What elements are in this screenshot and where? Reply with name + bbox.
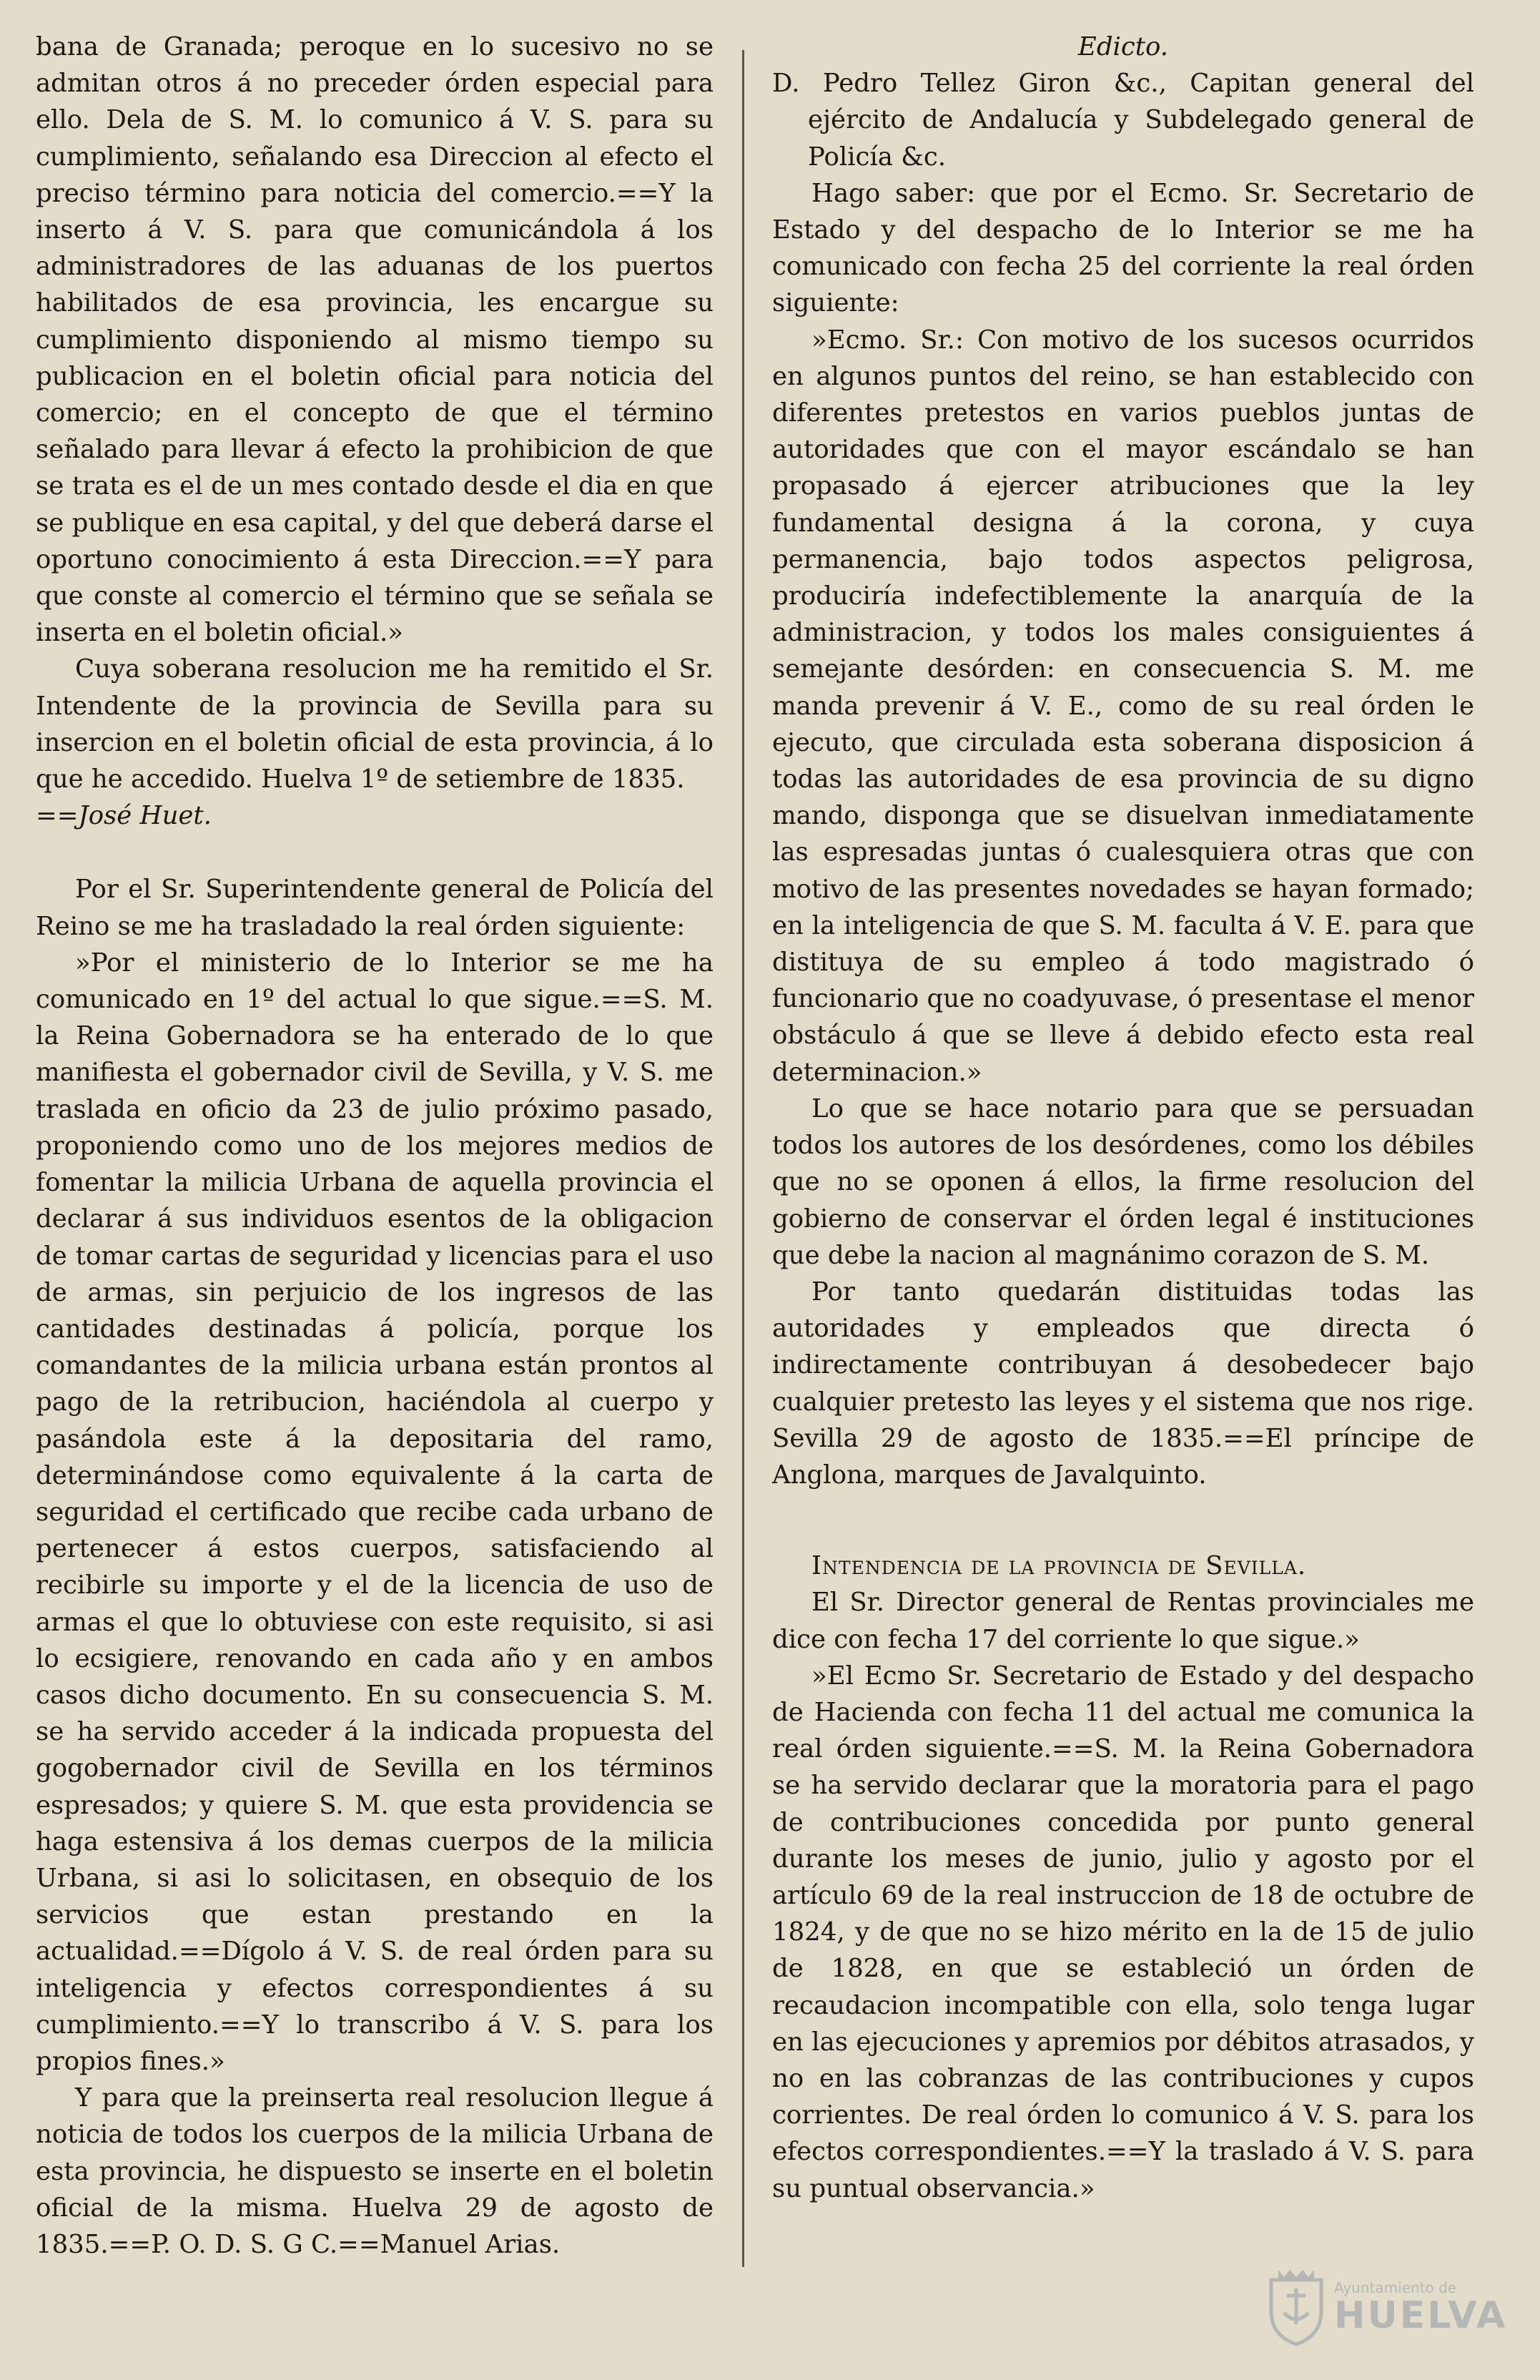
signature-jose-huet: ==José Huet. bbox=[36, 801, 212, 831]
column-divider bbox=[742, 50, 744, 2267]
spacer bbox=[36, 834, 714, 871]
edict-paragraph: Hago saber: que por el Ecmo. Sr. Secretario de Estado y del despacho de lo Interior se me ha comunicado con fecha 25 del corriente la real órden siguiente: bbox=[772, 178, 1474, 318]
intendencia-paragraph: El Sr. Director general de Rentas provinciales me dice con fecha 17 del corriente lo que sigue.» bbox=[772, 1588, 1474, 1654]
intendencia-heading: Intendencia de la provincia de Sevilla. bbox=[811, 1551, 1307, 1581]
edict-header: D. Pedro Tellez Giron &c., Capitan general del ejército de Andalucía y Subdelegado general de Policía &c. bbox=[772, 69, 1474, 172]
paragraph-superintendente: Por el Sr. Superintendente general de Policía del Reino se me ha trasladado la real órden siguiente: bbox=[36, 875, 714, 941]
left-column bbox=[36, 29, 714, 2263]
intendencia-paragraph: »El Ecmo Sr. Secretario de Estado y del despacho de Hacienda con fecha 11 del actual me comunica la real órden siguiente.==S. M. la Reina Gobernadora se ha servido declarar que la moratoria para el pago de contribuciones concedida por punto general durante los meses de junio, julio y agosto por el artículo 69 de la real instruccion de 18 de octubre de 1824, y de que no se hizo mérito en la de 15 de julio de 1828, en que se estableció un órden de recaudacion incompatible con ella, solo tenga lugar en las ejecuciones y apremios por débitos atrasados, y no en las cobranzas de las contribuciones y cupos corrientes. De real órden lo comunico á V. S. para los efectos correspondientes.==Y la traslado á V. S. para su puntual observancia.» bbox=[772, 1661, 1474, 2203]
edict-paragraph: Lo que se hace notario para que se persuadan todos los autores de los desórdenes, como los débiles que no se oponen á ellos, la firme resolucion del gobierno de conservar el órden legal é instituciones que debe la nacion al magnánimo corazon de S. M. bbox=[772, 1093, 1474, 1270]
watermark-small-text: Ayuntamiento de bbox=[1334, 2279, 1457, 2296]
watermark-big-text: HUELVA bbox=[1334, 2294, 1508, 2337]
paragraph-milicia-urbana: »Por el ministerio de lo Interior se me ha comunicado en 1º del actual lo que sigue.==S. M. la Reina Gobernadora se ha enterado de lo que manifiesta el gobernador civil de Sevilla, y V. S. me traslada en oficio da 23 de julio próximo pasado, proponiendo como uno de los mejores medios de fomentar la milicia Urbana de aquella provincia el declarar á sus individuos esentos de la obligacion de tomar cartas de seguridad y licencias para el uso de armas, sin perjuicio de los ingresos de las cantidades destinadas á policía, porque los comandantes de la milicia urbana están prontos al pago de la retribucion, haciéndola al cuerpo y pasándola este á la depositaria del ramo, determinándose como equivalente á la carta de seguridad el certificado que recibe cada urbano de pertenecer á estos cuerpos, satisfaciendo al recibirle su importe y el de la licencia de uso de armas el que lo obtuviese con este requisito, si asi lo ecsigiere, renovando en cada año y en ambos casos dicho documento. En su consecuencia S. M. se ha servido acceder á la indicada propuesta del gogobernador civil de Sevilla en los términos espresados; y quiere S. M. que esta providencia se haga estensiva á los demas cuerpos de la milicia Urbana, si asi lo solicitasen, en obsequio de los servicios que estan prestando en la actualidad.==Dígolo á V. S. de real órden para su inteligencia y efectos correspondientes á su cumplimiento.==Y lo transcribo á V. S. para los propios fines.» bbox=[36, 948, 714, 2076]
edict-paragraph: »Ecmo. Sr.: Con motivo de los sucesos ocurridos en algunos puntos del reino, se han establecido con diferentes pretestos en varios pueblos juntas de autoridades que con el mayor escándalo se han propasado á ejercer atribuciones que la ley fundamental designa á la corona, y cuya permanencia, bajo todos aspectos peligrosa, produciría indefectiblemente la anarquía de la administracion, y todos los males consiguientes á semejante desórden: en consecuencia S. M. me manda prevenir á V. E., como de su real órden le ejecuto, que circulada esta soberana disposicion á todas las autoridades de esa provincia de su digno mando, disponga que se disuelvan inmediatamente las espresadas juntas ó cualesquiera otras que con motivo de las presentes novedades se hayan formado; en la inteligencia de que S. M. faculta á V. E. para que distituya de su empleo á todo magistrado ó funcionario que no coadyuvase, ó presentase el menor obstáculo á que se lleve á debido efecto esta real determinacion.» bbox=[772, 325, 1474, 1087]
huelva-watermark-logo bbox=[1265, 2267, 1507, 2347]
paragraph-cuya-soberana: Cuya soberana resolucion me ha remitido el Sr. Intendente de la provincia de Sevilla para su insercion en el boletin oficial de esta provincia, á lo que he accedido. Huelva 1º de setiembre de 1835. bbox=[36, 654, 714, 795]
paragraph-aduanas-continuation: bana de Granada; peroque en lo sucesivo no se admitan otros á no preceder órden especial para ello. Dela de S. M. lo comunico á V. S. para su cumplimiento, señalando esa Direccion al efecto el preciso término para noticia del comercio.==Y la inserto á V. S. para que comunicándola á los administradores de las aduanas de los puertos habilitados de esa provincia, les encargue su cumplimiento disponiendo al mismo tiempo su publicacion en el boletin oficial para noticia del comercio; en el concepto de que el término señalado para llevar á efecto la prohibicion de que se trata es el de un mes contado desde el dia en que se publique en esa capital, y del que deberá darse el oportuno conocimiento á esta Direccion.==Y para que conste al comercio el término que se señala se inserta en el boletin oficial.» bbox=[36, 32, 714, 648]
edict-paragraph: Por tanto quedarán distituidas todas las autoridades y empleados que directa ó indirectamente contribuyan á desobedecer bajo cualquier pretesto las leyes y el sistema que nos rige. Sevilla 29 de agosto de 1835.==El príncipe de Anglona, marques de Javalquinto. bbox=[772, 1277, 1474, 1490]
spacer bbox=[772, 1493, 1474, 1548]
paragraph-preinserta: Y para que la preinserta real resolucion llegue á noticia de todos los cuerpos de la milicia Urbana de esta provincia, he dispuesto se inserte en el boletin oficial de la misma. Huelva 29 de agosto de 1835.==P. O. D. S. G C.==Manuel Arias. bbox=[36, 2083, 714, 2259]
right-column bbox=[772, 29, 1474, 2207]
edict-title: Edicto. bbox=[1077, 32, 1169, 62]
coat-of-arms-icon bbox=[1265, 2267, 1327, 2347]
watermark-text bbox=[1334, 2279, 1507, 2335]
